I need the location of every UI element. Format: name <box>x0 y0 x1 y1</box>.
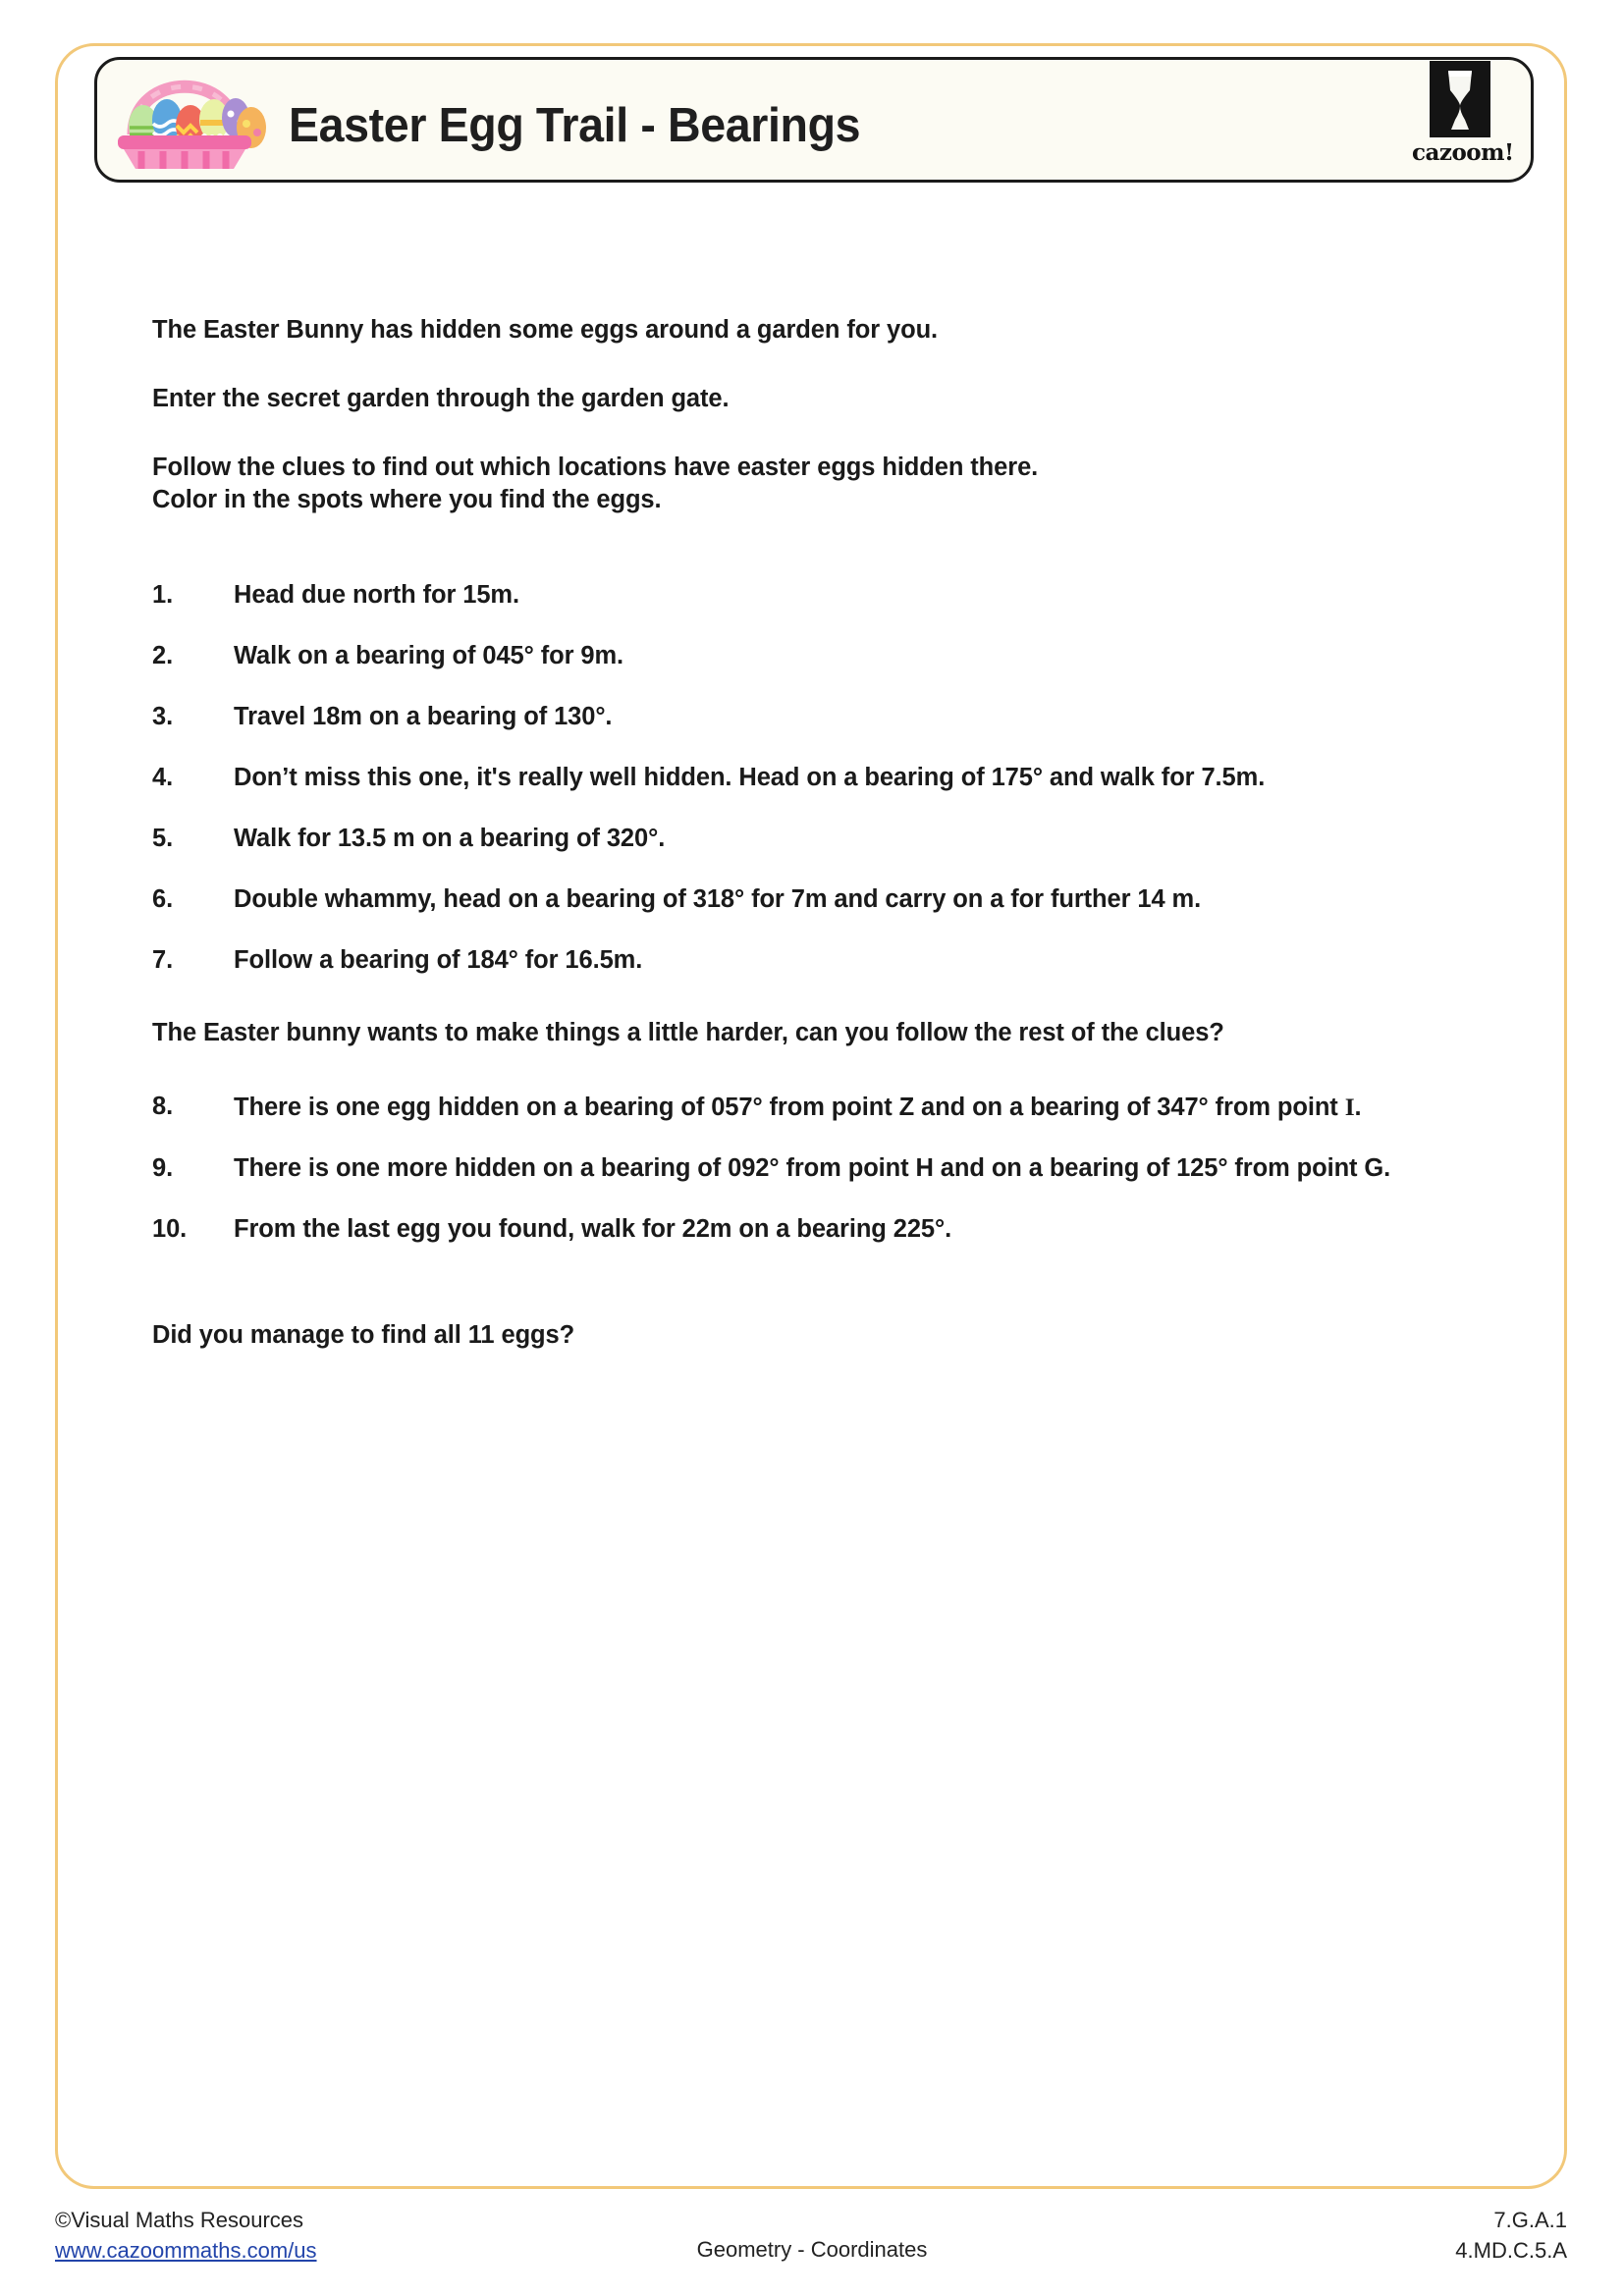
list-item-number: 5. <box>152 825 174 853</box>
list-item-text: Double whammy, head on a bearing of 318° for 7m and carry on a for further 14 m. <box>234 885 1202 914</box>
list-item-number: 8. <box>152 1092 174 1120</box>
list-item-number: 1. <box>152 580 174 609</box>
list-item <box>152 823 1448 855</box>
footer <box>0 2205 1624 2293</box>
list-item <box>152 1091 1448 1124</box>
list-item <box>152 883 1448 916</box>
list-item-number: 3. <box>152 702 174 730</box>
cazoom-wordmark: cazoom! <box>1412 139 1514 166</box>
intro-line-3b: Color in the spots where you find the eggs. <box>152 486 662 514</box>
list-item <box>152 640 1448 672</box>
list-item-text: Don’t miss this one, it's really well hidden. Head on a bearing of 175° and walk for 7.5m. <box>234 763 1266 791</box>
standard-code-2: 4.MD.C.5.A <box>1455 2238 1567 2264</box>
list-item-text: From the last egg you found, walk for 22m on a bearing 225°. <box>234 1214 952 1243</box>
intro-line-3a: Follow the clues to find out which locations have easter eggs hidden there. <box>152 454 1039 482</box>
list-item-text: There is one more hidden on a bearing of 092° from point H and on a bearing of 125° from point G. <box>234 1153 1391 1182</box>
list-item-text <box>234 1094 1362 1121</box>
list-item <box>152 701 1448 733</box>
footer-standards <box>1455 2205 1567 2266</box>
cazoom-website-link[interactable]: www.cazoommaths.com/us <box>55 2238 317 2264</box>
list-item-number: 7. <box>152 946 174 975</box>
clue-list <box>152 579 1448 978</box>
intro-line-1: The Easter Bunny has hidden some eggs around a garden for you. <box>152 316 939 344</box>
worksheet-body <box>152 314 1448 1352</box>
intro-line-3 <box>152 452 1448 516</box>
list-item <box>152 762 1448 794</box>
list-item <box>152 1152 1448 1185</box>
list-item-number: 2. <box>152 641 174 669</box>
list-item-text: Walk on a bearing of 045° for 9m. <box>234 641 624 669</box>
list-item-number: 10. <box>152 1214 188 1243</box>
list-item-text: Walk for 13.5 m on a bearing of 320°. <box>234 825 666 853</box>
intro-line-2: Enter the secret garden through the garden gate. <box>152 385 730 413</box>
hard-clue-list <box>152 1091 1448 1246</box>
list-item-text: Follow a bearing of 184° for 16.5m. <box>234 946 643 975</box>
closing-question: Did you manage to find all 11 eggs? <box>152 1321 575 1350</box>
list-item <box>152 579 1448 612</box>
list-item-text: Travel 18m on a bearing of 130°. <box>234 702 613 730</box>
list-item-text-tail: . <box>1354 1093 1362 1121</box>
cazoom-goblet-icon <box>1430 61 1490 137</box>
cazoom-logo <box>1412 61 1514 177</box>
list-item-number: 6. <box>152 885 174 914</box>
footer-subject: Geometry - Coordinates <box>696 2237 928 2262</box>
list-item-number: 4. <box>152 763 174 791</box>
list-item-text-main: There is one egg hidden on a bearing of 057° from point Z and on a bearing of 347° from point <box>234 1093 1345 1121</box>
easter-basket-icon <box>96 41 273 169</box>
page-title: Easter Egg Trail - Bearings <box>289 99 861 152</box>
copyright-text: ©Visual Maths Resources <box>55 2208 304 2232</box>
list-item-text: Head due north for 15m. <box>234 580 519 609</box>
list-item-number: 9. <box>152 1153 174 1182</box>
list-item <box>152 1213 1448 1246</box>
mid-paragraph: The Easter bunny wants to make things a little harder, can you follow the rest of the clues? <box>152 1018 1224 1046</box>
point-label-i: I <box>1344 1092 1355 1121</box>
standard-code-1: 7.G.A.1 <box>1493 2208 1567 2232</box>
list-item <box>152 944 1448 977</box>
